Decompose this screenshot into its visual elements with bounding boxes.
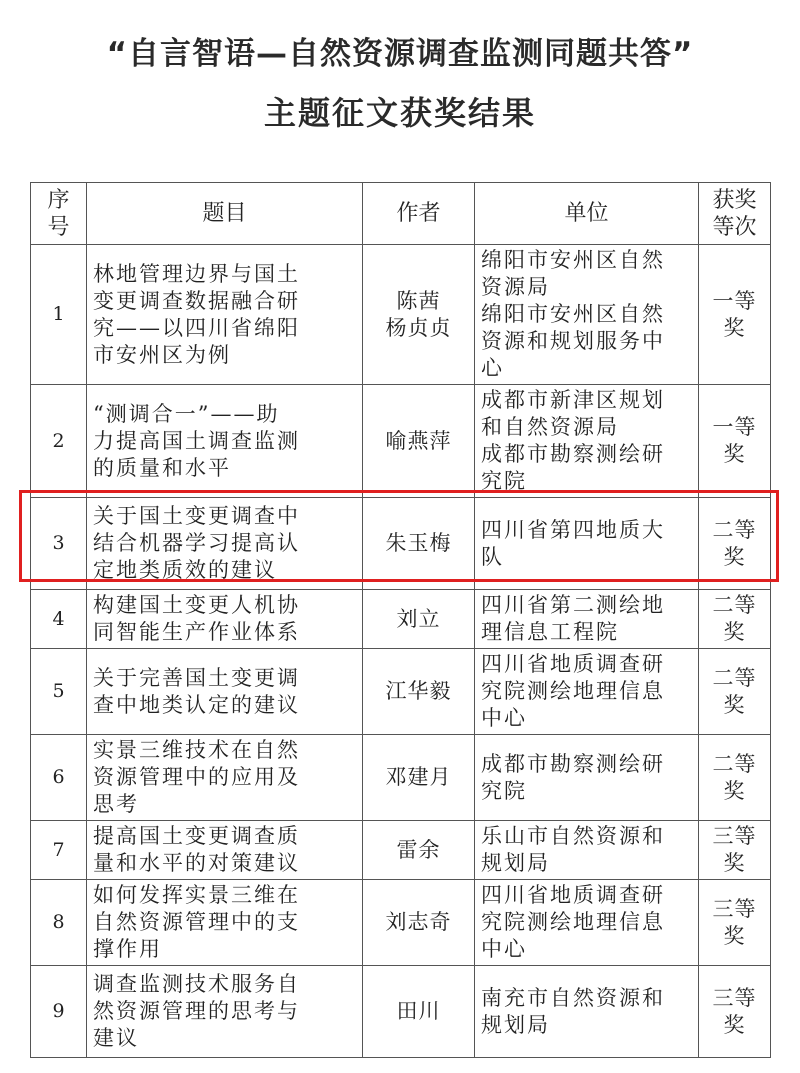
cell-award: 三等奖 [699, 880, 771, 966]
cell-no: 2 [31, 385, 87, 498]
header-title: 题目 [87, 183, 363, 245]
table-row [31, 649, 771, 735]
cell-author: 陈茜 杨贞贞 [363, 245, 475, 385]
cell-award: 三等奖 [699, 966, 771, 1058]
cell-unit: 四川省地质调查研 究院测绘地理信息 中心 [475, 880, 699, 966]
cell-author: 田川 [363, 966, 475, 1058]
cell-unit: 四川省第四地质大 队 [475, 498, 699, 590]
cell-award: 一等奖 [699, 385, 771, 498]
cell-unit: 四川省第二测绘地 理信息工程院 [475, 590, 699, 649]
cell-no: 4 [31, 590, 87, 649]
table-row [31, 966, 771, 1058]
cell-title: 调查监测技术服务自 然资源管理的思考与 建议 [87, 966, 363, 1058]
table-row [31, 385, 771, 498]
cell-no: 9 [31, 966, 87, 1058]
table-row [31, 590, 771, 649]
header-no: 序 号 [31, 183, 87, 245]
cell-author: 雷余 [363, 821, 475, 880]
table-header-row [31, 183, 771, 245]
cell-unit: 乐山市自然资源和 规划局 [475, 821, 699, 880]
cell-no: 6 [31, 735, 87, 821]
header-author: 作者 [363, 183, 475, 245]
cell-author: 江华毅 [363, 649, 475, 735]
cell-author: 刘志奇 [363, 880, 475, 966]
cell-title: 如何发挥实景三维在 自然资源管理中的支 撑作用 [87, 880, 363, 966]
table-row [31, 880, 771, 966]
header-unit: 单位 [475, 183, 699, 245]
cell-author: 刘立 [363, 590, 475, 649]
cell-title: 关于完善国土变更调 查中地类认定的建议 [87, 649, 363, 735]
cell-no: 8 [31, 880, 87, 966]
cell-no: 1 [31, 245, 87, 385]
cell-award: 二等奖 [699, 649, 771, 735]
cell-unit: 四川省地质调查研 究院测绘地理信息 中心 [475, 649, 699, 735]
cell-title: 提高国土变更调查质 量和水平的对策建议 [87, 821, 363, 880]
header-award: 获奖 等次 [699, 183, 771, 245]
table-row [31, 498, 771, 590]
cell-author: 朱玉梅 [363, 498, 475, 590]
cell-author: 喻燕萍 [363, 385, 475, 498]
document-title: “自言智语—自然资源调查监测同题共答” [106, 36, 694, 72]
cell-unit: 成都市新津区规划 和自然资源局 成都市勘察测绘研 究院 [475, 385, 699, 498]
cell-award: 二等奖 [699, 498, 771, 590]
cell-award: 二等奖 [699, 590, 771, 649]
document-subtitle: 主题征文获奖结果 [263, 94, 536, 132]
table-row [31, 735, 771, 821]
cell-no: 3 [31, 498, 87, 590]
cell-title: 关于国土变更调查中 结合机器学习提高认 定地类质效的建议 [87, 498, 363, 590]
cell-title: 构建国土变更人机协 同智能生产作业体系 [87, 590, 363, 649]
cell-no: 7 [31, 821, 87, 880]
cell-title: 实景三维技术在自然 资源管理中的应用及 思考 [87, 735, 363, 821]
cell-title: “测调合一”——助 力提高国土调查监测 的质量和水平 [87, 385, 363, 498]
cell-award: 二等奖 [699, 735, 771, 821]
table-row [31, 821, 771, 880]
cell-title: 林地管理边界与国土 变更调查数据融合研 究——以四川省绵阳 市安州区为例 [87, 245, 363, 385]
cell-unit: 南充市自然资源和 规划局 [475, 966, 699, 1058]
table-row [31, 245, 771, 385]
cell-award: 三等奖 [699, 821, 771, 880]
cell-award: 一等奖 [699, 245, 771, 385]
cell-unit: 成都市勘察测绘研 究院 [475, 735, 699, 821]
awards-table [30, 182, 771, 1058]
cell-author: 邓建月 [363, 735, 475, 821]
cell-unit: 绵阳市安州区自然 资源局 绵阳市安州区自然 资源和规划服务中 心 [475, 245, 699, 385]
cell-no: 5 [31, 649, 87, 735]
